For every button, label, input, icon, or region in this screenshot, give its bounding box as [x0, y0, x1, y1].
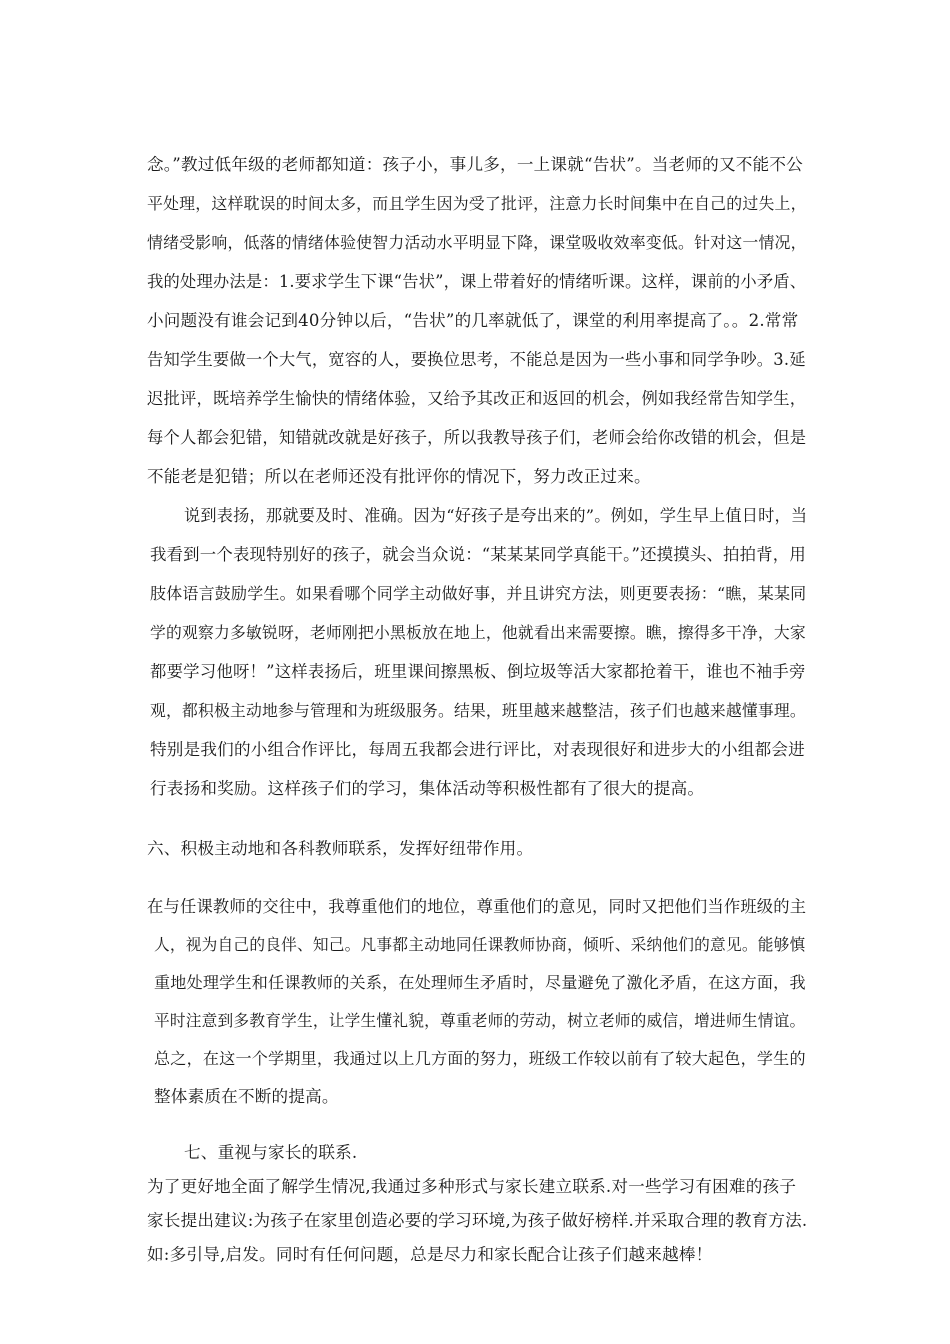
- text-line: 为了更好地全面了解学生情况,我通过多种形式与家长建立联系.对一些学习有困难的孩子: [147, 1177, 797, 1196]
- text-line: 迟批评，既培养学生愉快的情绪体验，又给予其改正和返回的机会，例如我经常告知学生，: [147, 389, 807, 408]
- text-line: 行表扬和奖励。这样孩子们的学习，集体活动等积极性都有了很大的提高。: [150, 779, 705, 798]
- section-heading-6: 六、积极主动地和各科教师联系，发挥好纽带作用。: [147, 839, 534, 858]
- text-line: 每个人都会犯错，知错就改就是好孩子，所以我教导孩子们，老师会给你改错的机会，但是: [147, 428, 807, 447]
- text-line: 说到表扬，那就要及时、准确。因为“好孩子是夸出来的”。例如，学生早上值日时，当: [184, 506, 808, 525]
- text-line: 情绪受影响，低落的情绪体验使智力活动水平明显下降，课堂吸收效率变低。针对这一情况，: [147, 233, 807, 252]
- text-line: 人，视为自己的良伴、知己。凡事都主动地同任课教师协商，倾听、采纳他们的意见。能够慎: [154, 935, 806, 954]
- text-line: 小问题没有谁会记到40分钟以后，“告状”的几率就低了，课堂的利用率提高了。。2.常常: [147, 311, 799, 330]
- text-line: 告知学生要做一个大气，宽容的人，要换位思考，不能总是因为一些小事和同学争吵。3.延: [147, 350, 806, 369]
- text-line: 平时注意到多教育学生，让学生懂礼貌，尊重老师的劳动，树立老师的威信，增进师生情谊。: [154, 1011, 806, 1030]
- text-line: 我看到一个表现特别好的孩子，就会当众说：“某某某同学真能干。”还摸摸头、拍拍背，用: [150, 545, 806, 564]
- text-line: 学的观察力多敏锐呀，老师刚把小黑板放在地上，他就看出来需要擦。瞧，擦得多干净，大家: [150, 623, 806, 642]
- text-line: 我的处理办法是：1.要求学生下课“告状”，课上带着好的情绪听课。这样，课前的小矛盾、: [147, 272, 807, 291]
- text-line: 在与任课教师的交往中，我尊重他们的地位，尊重他们的意见，同时又把他们当作班级的主: [147, 897, 807, 916]
- text-line: 总之，在这一个学期里，我通过以上几方面的努力，班级工作较以前有了较大起色，学生的: [154, 1049, 806, 1068]
- text-line: 重地处理学生和任课教师的关系，在处理师生矛盾时，尽量避免了激化矛盾，在这方面，我: [154, 973, 806, 992]
- text-line: 不能老是犯错；所以在老师还没有批评你的情况下，努力改正过来。: [147, 467, 651, 486]
- text-line: 特别是我们的小组合作评比，每周五我都会进行评比，对表现很好和进步大的小组都会进: [150, 740, 805, 759]
- text-line: 念。”教过低年级的老师都知道：孩子小，事儿多，一上课就“告状”。当老师的又不能不公: [147, 155, 803, 174]
- text-line: 如:多引导,启发。同时有任何问题，总是尽力和家长配合让孩子们越来越棒！: [147, 1245, 713, 1264]
- text-line: 观，都积极主动地参与管理和为班级服务。结果，班里越来越整洁，孩子们也越来越懂事理。: [150, 701, 806, 720]
- text-line: 整体素质在不断的提高。: [154, 1087, 339, 1106]
- text-line: 都要学习他呀！”这样表扬后，班里课间擦黑板、倒垃圾等活大家都抢着干，谁也不袖手旁: [150, 662, 806, 681]
- text-line: 平处理，这样耽误的时间太多，而且学生因为受了批评，注意力长时间集中在自己的过失上，: [147, 194, 807, 213]
- section-heading-7: 七、重视与家长的联系.: [184, 1143, 358, 1162]
- text-line: 家长提出建议:为孩子在家里创造必要的学习环境,为孩子做好榜样.并采取合理的教育方法.: [147, 1211, 808, 1230]
- text-line: 肢体语言鼓励学生。如果看哪个同学主动做好事，并且讲究方法，则更要表扬：“瞧，某某同: [150, 584, 807, 603]
